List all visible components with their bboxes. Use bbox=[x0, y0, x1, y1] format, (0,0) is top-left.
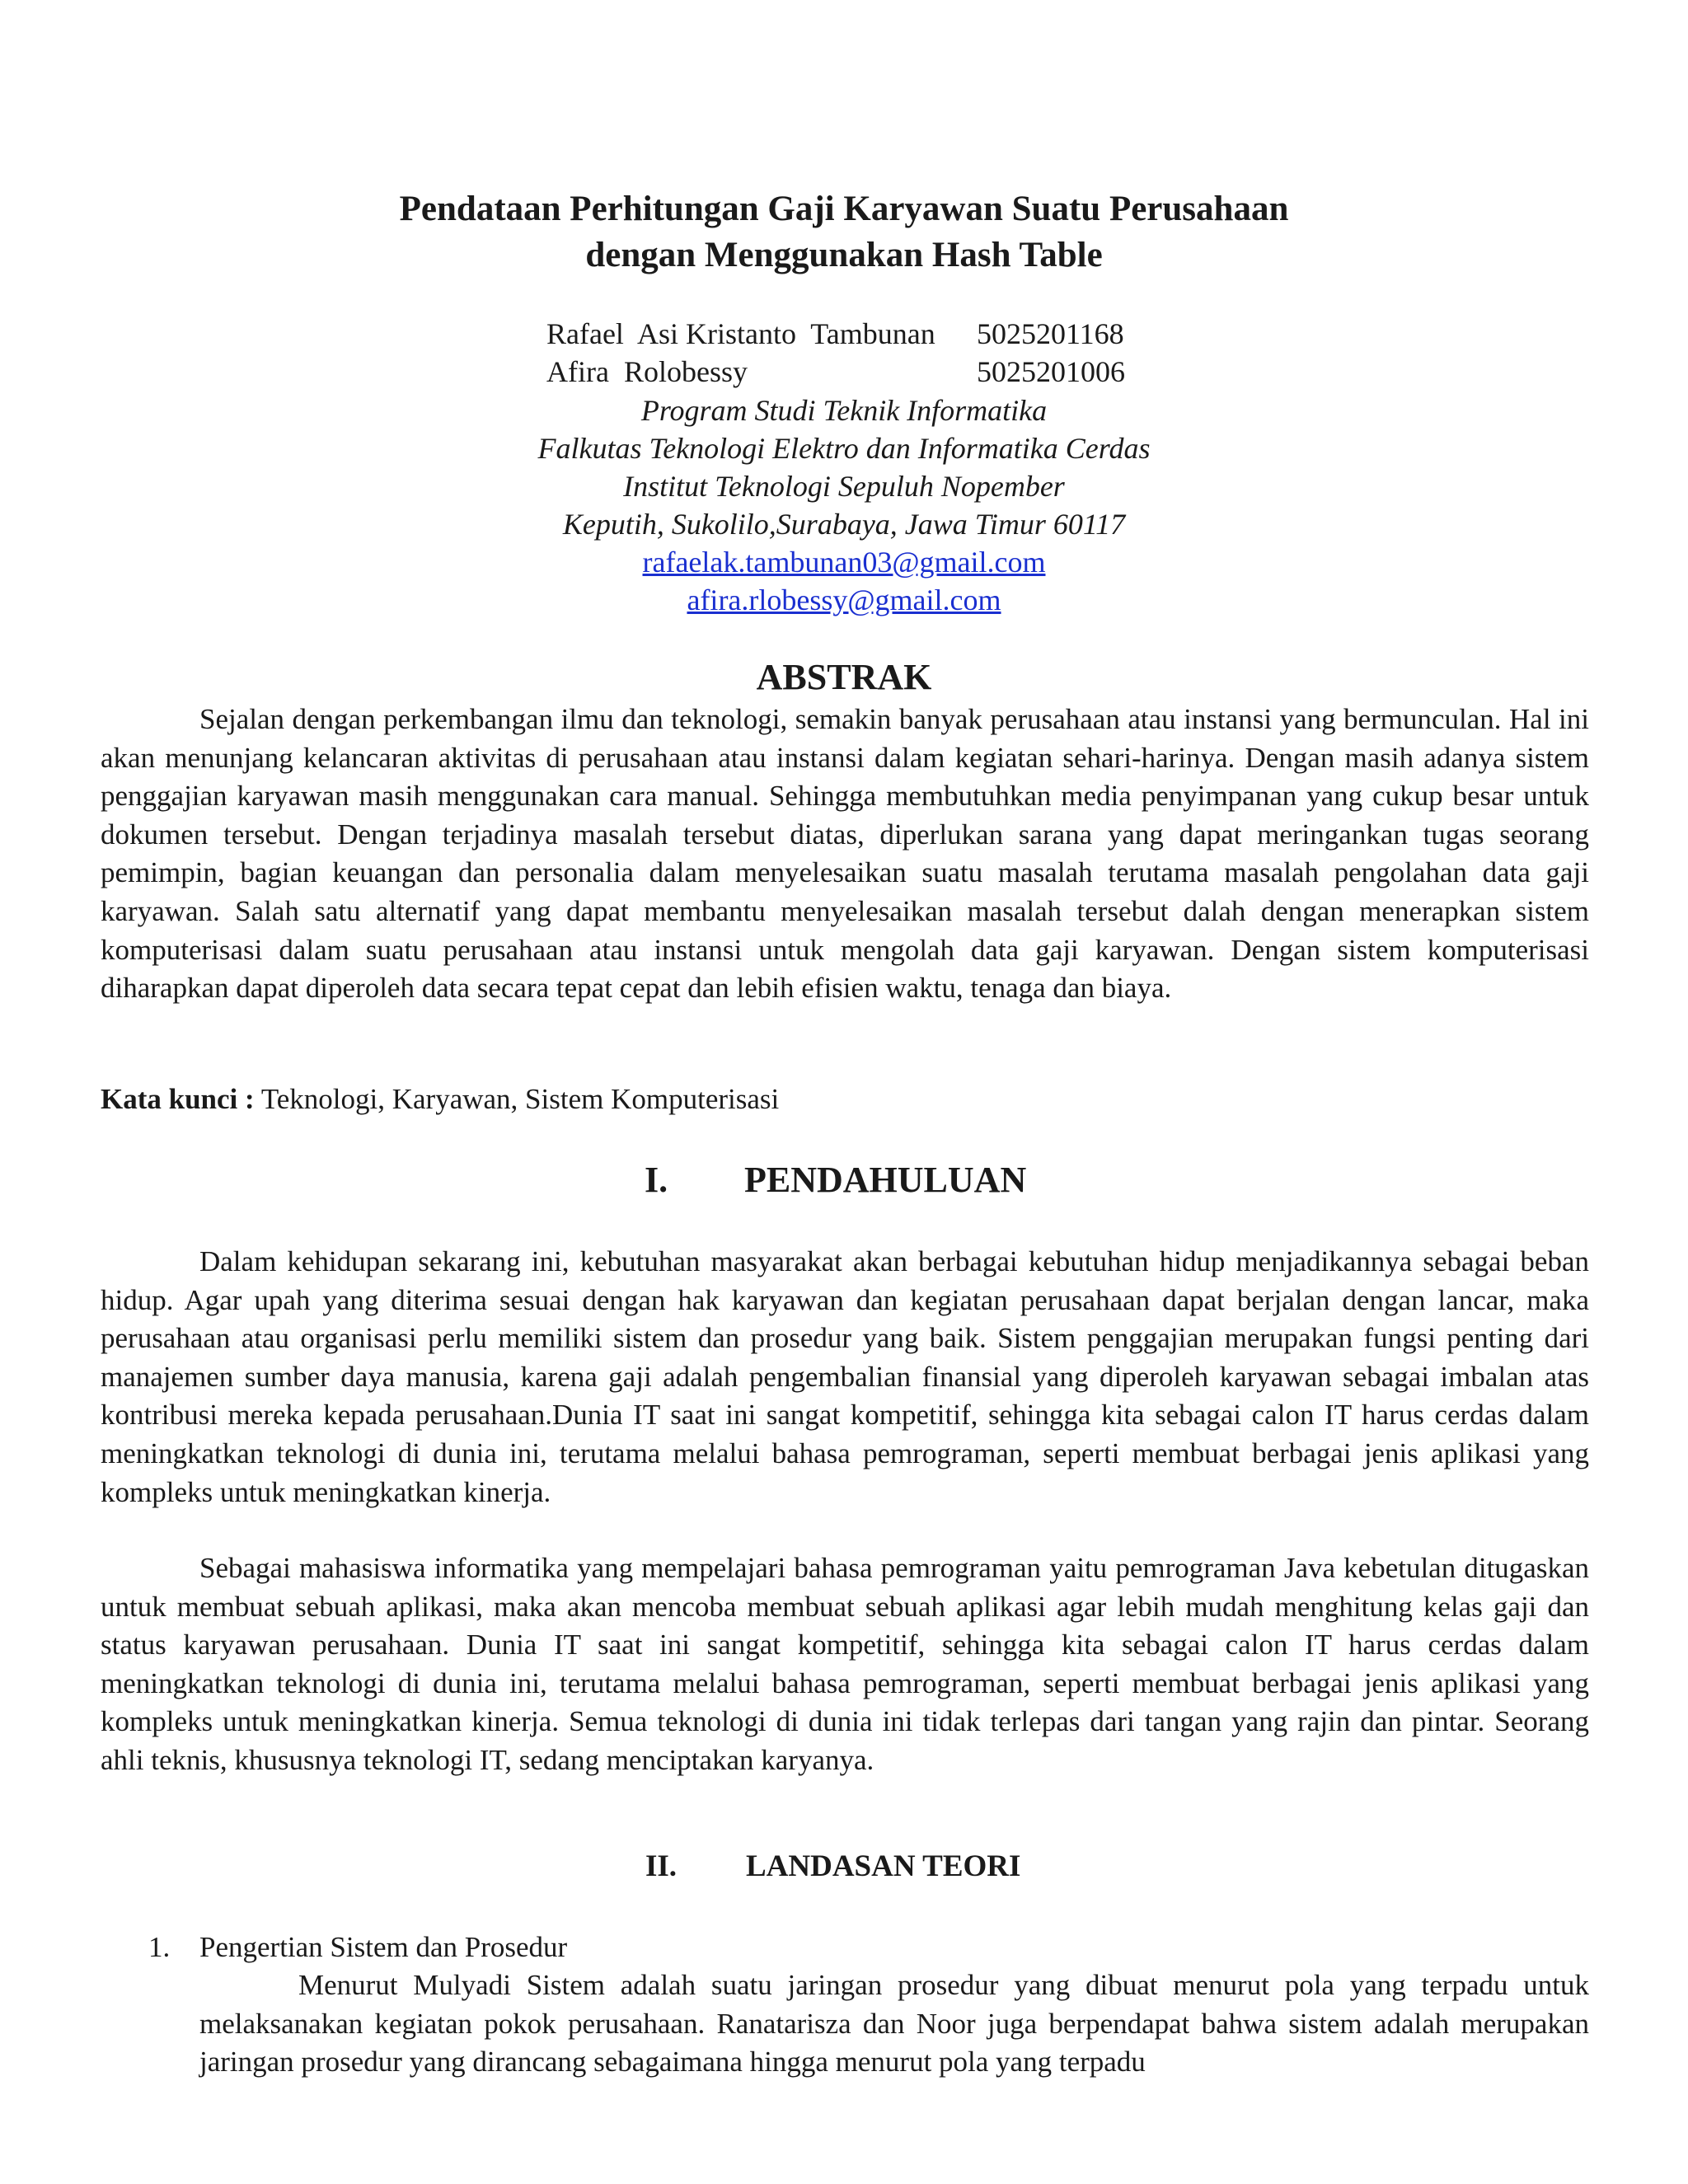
abstract-body: Sejalan dengan perkembangan ilmu dan teknologi, semakin banyak perusahaan atau instansi yang bermunculan. Hal ini akan menunjang kelancaran aktivitas di perusahaan atau instansi dalam kegiatan sehari-harinya. Dengan masih adanya sistem penggajian karyawan masih menggunakan cara manual. Sehingga membutuhkan media penyimpanan yang cukup besar untuk dokumen tersebut. Dengan terjadinya masalah tersebut diatas, diperlukan sarana yang dapat meringankan tugas seorang pemimpin, bagian keuangan dan personalia dalam menyelesaikan suatu masalah terutama masalah pengolahan data gaji karyawan. Salah satu alternatif yang dapat membantu menyelesaikan masalah tersebut dalah dengan menerapkan sistem komputerisasi dalam suatu perusahaan atau instansi untuk mengolah data gaji karyawan. Dengan sistem komputerisasi diharapkan dapat diperoleh data secara tepat cepat dan lebih efisien waktu, tenaga dan biaya. bbox=[101, 703, 1589, 1005]
section-1-title: PENDAHULUAN bbox=[744, 1160, 1027, 1200]
paper-title-line-1: Pendataan Perhitungan Gaji Karyawan Suatu Perusahaan bbox=[399, 190, 1289, 228]
affiliation-program: Program Studi Teknik Informatika bbox=[640, 394, 1048, 427]
keywords-line bbox=[101, 1080, 779, 1118]
section-1-paragraph-2-text: Sebagai mahasiswa informatika yang mempelajari bahasa pemrograman yaitu pemrograman Java kebetulan ditugaskan untuk membuat sebuah aplikasi, maka akan mencoba membuat sebuah aplikasi agar lebih mudah menghitung kelas gaji dan status karyawan perusahaan. Dunia IT saat ini sangat kompetitif, sehingga kita sebagai calon IT harus cerdas dalam meningkatkan teknologi di dunia ini, terutama melalui bahasa pemrograman, seperti membuat berbagai jenis aplikasi yang kompleks untuk meningkatkan kinerja. Semua teknologi di dunia ini tidak terlepas dari tangan yang rajin dan pintar. Seorang ahli teknis, khususnya teknologi IT, sedang menciptakan karyanya. bbox=[101, 1552, 1589, 1776]
author-id-1: 5025201168 bbox=[977, 317, 1124, 350]
section-2-title: LANDASAN TEORI bbox=[746, 1849, 1021, 1883]
email-link-1[interactable]: rafaelak.tambunan03@gmail.com bbox=[642, 546, 1046, 579]
section-1-paragraph-1 bbox=[101, 1243, 1589, 1511]
author-name-2: Afira Rolobessy bbox=[546, 355, 748, 388]
keywords-text: Teknologi, Karyawan, Sistem Komputerisasi bbox=[254, 1083, 780, 1115]
email-line-1 bbox=[0, 543, 1688, 581]
email-link-2[interactable]: afira.rlobessy@gmail.com bbox=[687, 583, 1001, 616]
list-item-1-number: 1. bbox=[148, 1931, 171, 1963]
list-item-1-paragraph bbox=[199, 1966, 1589, 2082]
affiliation-institute: Institut Teknologi Sepuluh Nopember bbox=[623, 470, 1065, 503]
abstract-text bbox=[101, 701, 1589, 1008]
paper-title-line-2: dengan Menggunakan Hash Table bbox=[585, 236, 1103, 274]
section-1-paragraph-1-text: Dalam kehidupan sekarang ini, kebutuhan masyarakat akan berbagai kebutuhan hidup menjadikannya sebagai beban hidup. Agar upah yang diterima sesuai dengan hak karyawan dan kegiatan perusahaan dapat berjalan dengan lancar, maka perusahaan atau organisasi perlu memiliki sistem dan prosedur yang baik. Sistem penggajian merupakan fungsi penting dari manajemen sumber daya manusia, karena gaji adalah pengembalian finansial yang diperoleh karyawan sebagai imbalan atas kontribusi mereka kepada perusahaan.Dunia IT saat ini sangat kompetitif, sehingga kita sebagai calon IT harus cerdas dalam meningkatkan teknologi di dunia ini, terutama melalui bahasa pemrograman, seperti membuat berbagai jenis aplikasi yang kompleks untuk meningkatkan kinerja. bbox=[101, 1245, 1589, 1508]
affiliation-address: Keputih, Sukolilo,Surabaya, Jawa Timur 60117 bbox=[562, 508, 1126, 541]
section-1-number: I. bbox=[645, 1160, 668, 1200]
section-1-paragraph-2 bbox=[101, 1549, 1589, 1780]
list-item-1-title: Pengertian Sistem dan Prosedur bbox=[199, 1931, 568, 1963]
list-item-1-text: Menurut Mulyadi Sistem adalah suatu jaringan prosedur yang dibuat menurut pola yang terpadu untuk melaksanakan kegiatan pokok perusahaan. Ranatarisza dan Noor juga berpendapat bahwa sistem adalah merupakan jaringan prosedur yang dirancang sebagaimana hingga menurut pola yang terpadu bbox=[199, 1969, 1589, 2079]
keywords-label: Kata kunci : bbox=[101, 1083, 255, 1115]
email-line-2 bbox=[0, 581, 1688, 619]
affiliation-faculty: Falkutas Teknologi Elektro dan Informatika Cerdas bbox=[537, 432, 1151, 465]
author-name-1: Rafael Asi Kristanto Tambunan bbox=[546, 317, 935, 350]
section-2-number: II. bbox=[645, 1849, 678, 1883]
author-id-2: 5025201006 bbox=[977, 355, 1125, 388]
abstract-heading: ABSTRAK bbox=[756, 657, 932, 697]
